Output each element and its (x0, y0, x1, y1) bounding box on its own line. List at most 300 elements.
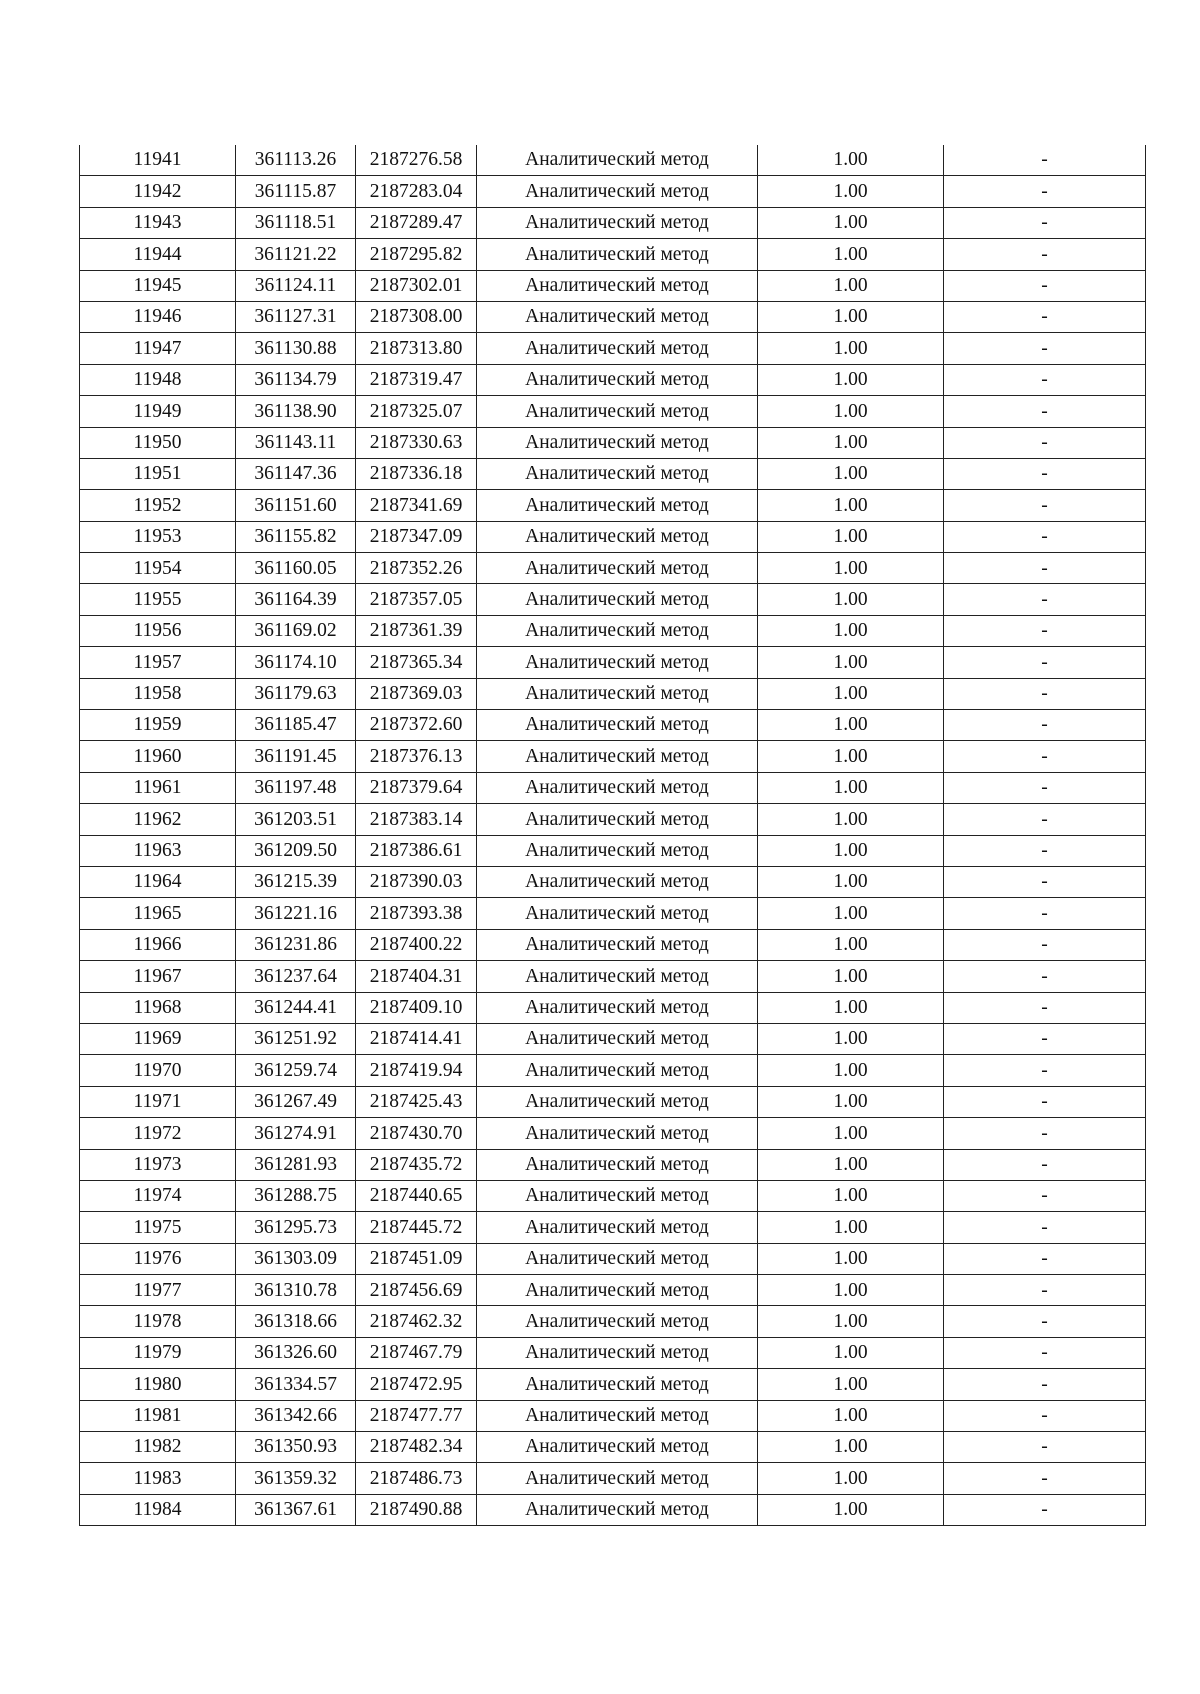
x-coordinate-cell: 361267.49 (236, 1086, 356, 1117)
note-cell: - (944, 364, 1146, 395)
method-cell: Аналитический метод (477, 1086, 758, 1117)
accuracy-cell: 1.00 (758, 961, 944, 992)
accuracy-cell: 1.00 (758, 1337, 944, 1368)
point-number-cell: 11958 (80, 678, 236, 709)
x-coordinate-cell: 361231.86 (236, 929, 356, 960)
y-coordinate-cell: 2187347.09 (356, 521, 477, 552)
method-cell: Аналитический метод (477, 772, 758, 803)
note-cell: - (944, 647, 1146, 678)
point-number-cell: 11960 (80, 741, 236, 772)
method-cell: Аналитический метод (477, 1055, 758, 1086)
method-cell: Аналитический метод (477, 1432, 758, 1463)
accuracy-cell: 1.00 (758, 1400, 944, 1431)
y-coordinate-cell: 2187467.79 (356, 1337, 477, 1368)
y-coordinate-cell: 2187386.61 (356, 835, 477, 866)
note-cell: - (944, 1212, 1146, 1243)
method-cell: Аналитический метод (477, 1118, 758, 1149)
x-coordinate-cell: 361113.26 (236, 145, 356, 176)
table-row (80, 1400, 1146, 1431)
x-coordinate-cell: 361130.88 (236, 333, 356, 364)
method-cell: Аналитический метод (477, 1243, 758, 1274)
x-coordinate-cell: 361303.09 (236, 1243, 356, 1274)
method-cell: Аналитический метод (477, 239, 758, 270)
table-row (80, 427, 1146, 458)
x-coordinate-cell: 361359.32 (236, 1463, 356, 1494)
accuracy-cell: 1.00 (758, 647, 944, 678)
table-row (80, 145, 1146, 176)
x-coordinate-cell: 361169.02 (236, 615, 356, 646)
point-number-cell: 11956 (80, 615, 236, 646)
method-cell: Аналитический метод (477, 584, 758, 615)
method-cell: Аналитический метод (477, 553, 758, 584)
method-cell: Аналитический метод (477, 866, 758, 897)
accuracy-cell: 1.00 (758, 741, 944, 772)
method-cell: Аналитический метод (477, 270, 758, 301)
accuracy-cell: 1.00 (758, 1494, 944, 1525)
accuracy-cell: 1.00 (758, 1118, 944, 1149)
table-row (80, 1180, 1146, 1211)
point-number-cell: 11978 (80, 1306, 236, 1337)
y-coordinate-cell: 2187330.63 (356, 427, 477, 458)
note-cell: - (944, 145, 1146, 176)
table-row (80, 521, 1146, 552)
accuracy-cell: 1.00 (758, 427, 944, 458)
x-coordinate-cell: 361127.31 (236, 301, 356, 332)
note-cell: - (944, 1055, 1146, 1086)
point-number-cell: 11959 (80, 710, 236, 741)
point-number-cell: 11963 (80, 835, 236, 866)
table-row (80, 804, 1146, 835)
note-cell: - (944, 835, 1146, 866)
x-coordinate-cell: 361197.48 (236, 772, 356, 803)
x-coordinate-cell: 361147.36 (236, 458, 356, 489)
point-number-cell: 11941 (80, 145, 236, 176)
y-coordinate-cell: 2187404.31 (356, 961, 477, 992)
table-row (80, 1149, 1146, 1180)
point-number-cell: 11951 (80, 458, 236, 489)
point-number-cell: 11962 (80, 804, 236, 835)
accuracy-cell: 1.00 (758, 1369, 944, 1400)
accuracy-cell: 1.00 (758, 1463, 944, 1494)
point-number-cell: 11973 (80, 1149, 236, 1180)
note-cell: - (944, 176, 1146, 207)
method-cell: Аналитический метод (477, 458, 758, 489)
x-coordinate-cell: 361203.51 (236, 804, 356, 835)
method-cell: Аналитический метод (477, 1337, 758, 1368)
note-cell: - (944, 1086, 1146, 1117)
y-coordinate-cell: 2187390.03 (356, 866, 477, 897)
point-number-cell: 11964 (80, 866, 236, 897)
table-row (80, 835, 1146, 866)
accuracy-cell: 1.00 (758, 1149, 944, 1180)
table-row (80, 647, 1146, 678)
table-row (80, 1432, 1146, 1463)
x-coordinate-cell: 361160.05 (236, 553, 356, 584)
table-row (80, 1275, 1146, 1306)
table-row (80, 553, 1146, 584)
point-number-cell: 11972 (80, 1118, 236, 1149)
point-number-cell: 11965 (80, 898, 236, 929)
method-cell: Аналитический метод (477, 333, 758, 364)
accuracy-cell: 1.00 (758, 458, 944, 489)
y-coordinate-cell: 2187430.70 (356, 1118, 477, 1149)
point-number-cell: 11968 (80, 992, 236, 1023)
accuracy-cell: 1.00 (758, 364, 944, 395)
accuracy-cell: 1.00 (758, 615, 944, 646)
x-coordinate-cell: 361259.74 (236, 1055, 356, 1086)
accuracy-cell: 1.00 (758, 553, 944, 584)
y-coordinate-cell: 2187336.18 (356, 458, 477, 489)
point-number-cell: 11971 (80, 1086, 236, 1117)
x-coordinate-cell: 361115.87 (236, 176, 356, 207)
table-row (80, 364, 1146, 395)
note-cell: - (944, 1243, 1146, 1274)
method-cell: Аналитический метод (477, 647, 758, 678)
note-cell: - (944, 1337, 1146, 1368)
x-coordinate-cell: 361124.11 (236, 270, 356, 301)
accuracy-cell: 1.00 (758, 176, 944, 207)
table-row (80, 1023, 1146, 1054)
note-cell: - (944, 1180, 1146, 1211)
method-cell: Аналитический метод (477, 1275, 758, 1306)
point-number-cell: 11954 (80, 553, 236, 584)
table-row (80, 741, 1146, 772)
accuracy-cell: 1.00 (758, 207, 944, 238)
x-coordinate-cell: 361334.57 (236, 1369, 356, 1400)
coordinates-table (79, 145, 1146, 1526)
note-cell: - (944, 961, 1146, 992)
accuracy-cell: 1.00 (758, 1055, 944, 1086)
y-coordinate-cell: 2187490.88 (356, 1494, 477, 1525)
y-coordinate-cell: 2187414.41 (356, 1023, 477, 1054)
accuracy-cell: 1.00 (758, 835, 944, 866)
method-cell: Аналитический метод (477, 1212, 758, 1243)
method-cell: Аналитический метод (477, 929, 758, 960)
point-number-cell: 11953 (80, 521, 236, 552)
y-coordinate-cell: 2187352.26 (356, 553, 477, 584)
note-cell: - (944, 427, 1146, 458)
y-coordinate-cell: 2187472.95 (356, 1369, 477, 1400)
accuracy-cell: 1.00 (758, 898, 944, 929)
note-cell: - (944, 615, 1146, 646)
note-cell: - (944, 1432, 1146, 1463)
x-coordinate-cell: 361118.51 (236, 207, 356, 238)
note-cell: - (944, 490, 1146, 521)
accuracy-cell: 1.00 (758, 992, 944, 1023)
x-coordinate-cell: 361350.93 (236, 1432, 356, 1463)
y-coordinate-cell: 2187289.47 (356, 207, 477, 238)
table-row (80, 301, 1146, 332)
y-coordinate-cell: 2187379.64 (356, 772, 477, 803)
x-coordinate-cell: 361209.50 (236, 835, 356, 866)
point-number-cell: 11984 (80, 1494, 236, 1525)
accuracy-cell: 1.00 (758, 396, 944, 427)
note-cell: - (944, 1400, 1146, 1431)
method-cell: Аналитический метод (477, 364, 758, 395)
point-number-cell: 11955 (80, 584, 236, 615)
y-coordinate-cell: 2187462.32 (356, 1306, 477, 1337)
x-coordinate-cell: 361174.10 (236, 647, 356, 678)
method-cell: Аналитический метод (477, 961, 758, 992)
accuracy-cell: 1.00 (758, 490, 944, 521)
point-number-cell: 11942 (80, 176, 236, 207)
note-cell: - (944, 772, 1146, 803)
note-cell: - (944, 458, 1146, 489)
accuracy-cell: 1.00 (758, 929, 944, 960)
method-cell: Аналитический метод (477, 710, 758, 741)
note-cell: - (944, 1494, 1146, 1525)
y-coordinate-cell: 2187325.07 (356, 396, 477, 427)
x-coordinate-cell: 361151.60 (236, 490, 356, 521)
y-coordinate-cell: 2187456.69 (356, 1275, 477, 1306)
x-coordinate-cell: 361185.47 (236, 710, 356, 741)
note-cell: - (944, 710, 1146, 741)
accuracy-cell: 1.00 (758, 1180, 944, 1211)
table-row (80, 710, 1146, 741)
method-cell: Аналитический метод (477, 145, 758, 176)
point-number-cell: 11975 (80, 1212, 236, 1243)
point-number-cell: 11982 (80, 1432, 236, 1463)
point-number-cell: 11943 (80, 207, 236, 238)
y-coordinate-cell: 2187477.77 (356, 1400, 477, 1431)
point-number-cell: 11979 (80, 1337, 236, 1368)
accuracy-cell: 1.00 (758, 866, 944, 897)
table-row (80, 270, 1146, 301)
note-cell: - (944, 270, 1146, 301)
method-cell: Аналитический метод (477, 1023, 758, 1054)
point-number-cell: 11949 (80, 396, 236, 427)
y-coordinate-cell: 2187372.60 (356, 710, 477, 741)
x-coordinate-cell: 361251.92 (236, 1023, 356, 1054)
method-cell: Аналитический метод (477, 741, 758, 772)
note-cell: - (944, 992, 1146, 1023)
table-row (80, 239, 1146, 270)
x-coordinate-cell: 361281.93 (236, 1149, 356, 1180)
x-coordinate-cell: 361367.61 (236, 1494, 356, 1525)
table-row (80, 992, 1146, 1023)
point-number-cell: 11961 (80, 772, 236, 803)
table-row (80, 1337, 1146, 1368)
table-row (80, 1086, 1146, 1117)
point-number-cell: 11944 (80, 239, 236, 270)
table-row (80, 1369, 1146, 1400)
note-cell: - (944, 1306, 1146, 1337)
x-coordinate-cell: 361179.63 (236, 678, 356, 709)
y-coordinate-cell: 2187369.03 (356, 678, 477, 709)
method-cell: Аналитический метод (477, 1180, 758, 1211)
method-cell: Аналитический метод (477, 992, 758, 1023)
note-cell: - (944, 301, 1146, 332)
x-coordinate-cell: 361134.79 (236, 364, 356, 395)
table-row (80, 615, 1146, 646)
accuracy-cell: 1.00 (758, 521, 944, 552)
x-coordinate-cell: 361138.90 (236, 396, 356, 427)
accuracy-cell: 1.00 (758, 1023, 944, 1054)
table-row (80, 1494, 1146, 1525)
y-coordinate-cell: 2187440.65 (356, 1180, 477, 1211)
y-coordinate-cell: 2187451.09 (356, 1243, 477, 1274)
note-cell: - (944, 333, 1146, 364)
y-coordinate-cell: 2187445.72 (356, 1212, 477, 1243)
x-coordinate-cell: 361310.78 (236, 1275, 356, 1306)
method-cell: Аналитический метод (477, 1494, 758, 1525)
note-cell: - (944, 866, 1146, 897)
point-number-cell: 11952 (80, 490, 236, 521)
table-row (80, 929, 1146, 960)
note-cell: - (944, 1369, 1146, 1400)
table-row (80, 1118, 1146, 1149)
method-cell: Аналитический метод (477, 615, 758, 646)
method-cell: Аналитический метод (477, 678, 758, 709)
accuracy-cell: 1.00 (758, 1275, 944, 1306)
note-cell: - (944, 396, 1146, 427)
point-number-cell: 11981 (80, 1400, 236, 1431)
point-number-cell: 11947 (80, 333, 236, 364)
table-row (80, 458, 1146, 489)
method-cell: Аналитический метод (477, 427, 758, 458)
x-coordinate-cell: 361215.39 (236, 866, 356, 897)
y-coordinate-cell: 2187361.39 (356, 615, 477, 646)
y-coordinate-cell: 2187302.01 (356, 270, 477, 301)
table-row (80, 1212, 1146, 1243)
point-number-cell: 11946 (80, 301, 236, 332)
y-coordinate-cell: 2187313.80 (356, 333, 477, 364)
accuracy-cell: 1.00 (758, 1432, 944, 1463)
point-number-cell: 11977 (80, 1275, 236, 1306)
note-cell: - (944, 553, 1146, 584)
table-row (80, 333, 1146, 364)
point-number-cell: 11967 (80, 961, 236, 992)
note-cell: - (944, 1463, 1146, 1494)
point-number-cell: 11976 (80, 1243, 236, 1274)
accuracy-cell: 1.00 (758, 772, 944, 803)
accuracy-cell: 1.00 (758, 1243, 944, 1274)
method-cell: Аналитический метод (477, 1400, 758, 1431)
x-coordinate-cell: 361121.22 (236, 239, 356, 270)
accuracy-cell: 1.00 (758, 584, 944, 615)
accuracy-cell: 1.00 (758, 804, 944, 835)
x-coordinate-cell: 361318.66 (236, 1306, 356, 1337)
x-coordinate-cell: 361237.64 (236, 961, 356, 992)
x-coordinate-cell: 361326.60 (236, 1337, 356, 1368)
y-coordinate-cell: 2187283.04 (356, 176, 477, 207)
method-cell: Аналитический метод (477, 521, 758, 552)
note-cell: - (944, 207, 1146, 238)
note-cell: - (944, 929, 1146, 960)
y-coordinate-cell: 2187435.72 (356, 1149, 477, 1180)
method-cell: Аналитический метод (477, 1149, 758, 1180)
x-coordinate-cell: 361295.73 (236, 1212, 356, 1243)
y-coordinate-cell: 2187383.14 (356, 804, 477, 835)
table-row (80, 207, 1146, 238)
table-row (80, 396, 1146, 427)
accuracy-cell: 1.00 (758, 270, 944, 301)
y-coordinate-cell: 2187393.38 (356, 898, 477, 929)
table-row (80, 1306, 1146, 1337)
method-cell: Аналитический метод (477, 396, 758, 427)
table-row (80, 772, 1146, 803)
y-coordinate-cell: 2187409.10 (356, 992, 477, 1023)
accuracy-cell: 1.00 (758, 1306, 944, 1337)
y-coordinate-cell: 2187357.05 (356, 584, 477, 615)
method-cell: Аналитический метод (477, 804, 758, 835)
note-cell: - (944, 741, 1146, 772)
table-row (80, 898, 1146, 929)
method-cell: Аналитический метод (477, 1369, 758, 1400)
method-cell: Аналитический метод (477, 898, 758, 929)
method-cell: Аналитический метод (477, 301, 758, 332)
accuracy-cell: 1.00 (758, 145, 944, 176)
table-row (80, 584, 1146, 615)
accuracy-cell: 1.00 (758, 1212, 944, 1243)
y-coordinate-cell: 2187376.13 (356, 741, 477, 772)
note-cell: - (944, 584, 1146, 615)
table-row (80, 490, 1146, 521)
table-row (80, 678, 1146, 709)
point-number-cell: 11945 (80, 270, 236, 301)
note-cell: - (944, 1275, 1146, 1306)
table-row (80, 176, 1146, 207)
accuracy-cell: 1.00 (758, 1086, 944, 1117)
x-coordinate-cell: 361221.16 (236, 898, 356, 929)
point-number-cell: 11957 (80, 647, 236, 678)
coordinates-table-body (80, 145, 1146, 1526)
y-coordinate-cell: 2187365.34 (356, 647, 477, 678)
x-coordinate-cell: 361288.75 (236, 1180, 356, 1211)
table-row (80, 1243, 1146, 1274)
x-coordinate-cell: 361191.45 (236, 741, 356, 772)
y-coordinate-cell: 2187276.58 (356, 145, 477, 176)
y-coordinate-cell: 2187400.22 (356, 929, 477, 960)
accuracy-cell: 1.00 (758, 301, 944, 332)
y-coordinate-cell: 2187482.34 (356, 1432, 477, 1463)
table-row (80, 1055, 1146, 1086)
note-cell: - (944, 1023, 1146, 1054)
note-cell: - (944, 239, 1146, 270)
table-row (80, 866, 1146, 897)
method-cell: Аналитический метод (477, 1306, 758, 1337)
point-number-cell: 11980 (80, 1369, 236, 1400)
accuracy-cell: 1.00 (758, 239, 944, 270)
method-cell: Аналитический метод (477, 835, 758, 866)
x-coordinate-cell: 361143.11 (236, 427, 356, 458)
y-coordinate-cell: 2187425.43 (356, 1086, 477, 1117)
y-coordinate-cell: 2187295.82 (356, 239, 477, 270)
y-coordinate-cell: 2187308.00 (356, 301, 477, 332)
point-number-cell: 11970 (80, 1055, 236, 1086)
method-cell: Аналитический метод (477, 1463, 758, 1494)
method-cell: Аналитический метод (477, 176, 758, 207)
table-row (80, 961, 1146, 992)
x-coordinate-cell: 361155.82 (236, 521, 356, 552)
x-coordinate-cell: 361274.91 (236, 1118, 356, 1149)
note-cell: - (944, 1149, 1146, 1180)
point-number-cell: 11974 (80, 1180, 236, 1211)
note-cell: - (944, 804, 1146, 835)
y-coordinate-cell: 2187419.94 (356, 1055, 477, 1086)
y-coordinate-cell: 2187341.69 (356, 490, 477, 521)
note-cell: - (944, 898, 1146, 929)
accuracy-cell: 1.00 (758, 710, 944, 741)
table-row (80, 1463, 1146, 1494)
note-cell: - (944, 521, 1146, 552)
y-coordinate-cell: 2187319.47 (356, 364, 477, 395)
x-coordinate-cell: 361342.66 (236, 1400, 356, 1431)
point-number-cell: 11983 (80, 1463, 236, 1494)
note-cell: - (944, 678, 1146, 709)
point-number-cell: 11950 (80, 427, 236, 458)
point-number-cell: 11948 (80, 364, 236, 395)
